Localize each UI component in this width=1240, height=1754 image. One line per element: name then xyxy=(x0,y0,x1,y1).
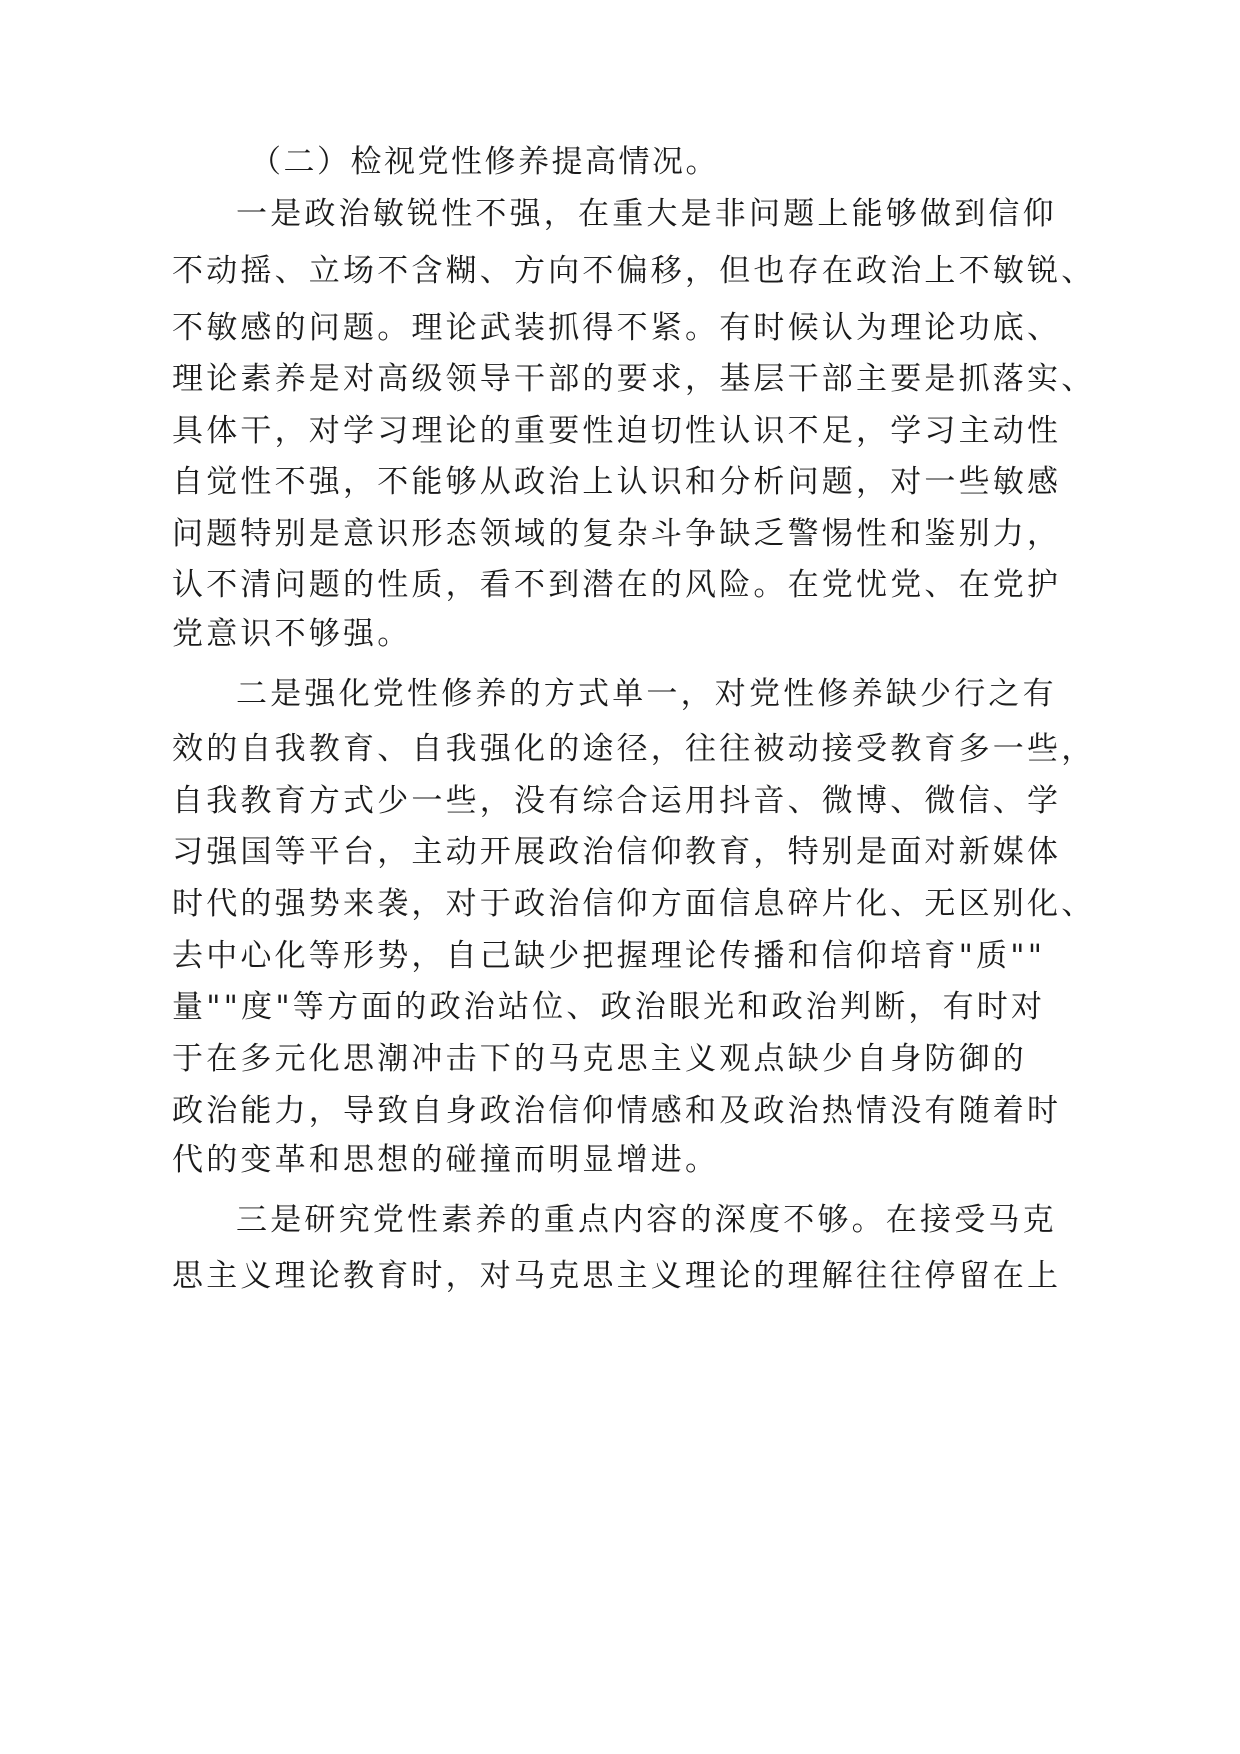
paragraph-2-line-5: 时代的强势来袭，对于政治信仰方面信息碎片化、无区别化、 xyxy=(172,886,1096,922)
paragraph-1-line-2: 不动摇、立场不含糊、方向不偏移，但也存在政治上不敏锐、 xyxy=(172,253,1096,289)
paragraph-1-line-7: 问题特别是意识形态领域的复杂斗争缺乏警惕性和鉴别力， xyxy=(172,516,1062,552)
paragraph-1-line-6: 自觉性不强，不能够从政治上认识和分析问题，对一些敏感 xyxy=(172,464,1062,500)
paragraph-3-line-2: 思主义理论教育时，对马克思主义理论的理解往往停留在上 xyxy=(172,1258,1062,1294)
paragraph-3-line-1: 三是研究党性素养的重点内容的深度不够。在接受马克 xyxy=(236,1202,1057,1238)
paragraph-1-line-4: 理论素养是对高级领导干部的要求，基层干部主要是抓落实、 xyxy=(172,361,1096,397)
paragraph-2-line-4: 习强国等平台，主动开展政治信仰教育，特别是面对新媒体 xyxy=(172,834,1062,870)
paragraph-2-line-7: 量""度"等方面的政治站位、政治眼光和政治判断，有时对 xyxy=(172,989,1046,1025)
paragraph-2-line-10: 代的变革和思想的碰撞而明显增进。 xyxy=(172,1142,720,1178)
paragraph-2-line-3: 自我教育方式少一些，没有综合运用抖音、微博、微信、学 xyxy=(172,783,1062,819)
paragraph-2-line-2: 效的自我教育、自我强化的途径，往往被动接受教育多一些， xyxy=(172,731,1096,767)
section-heading: （二）检视党性修养提高情况。 xyxy=(250,144,719,180)
paragraph-2-line-1: 二是强化党性修养的方式单一，对党性修养缺少行之有 xyxy=(236,676,1057,712)
paragraph-2-line-8: 于在多元化思潮冲击下的马克思主义观点缺少自身防御的 xyxy=(172,1041,1027,1077)
paragraph-1-line-1: 一是政治敏锐性不强，在重大是非问题上能够做到信仰 xyxy=(236,196,1057,232)
paragraph-2-line-6: 去中心化等形势，自己缺少把握理论传播和信仰培育"质"" xyxy=(172,938,1046,974)
paragraph-2-line-9: 政治能力，导致自身政治信仰情感和及政治热情没有随着时 xyxy=(172,1093,1062,1129)
paragraph-1-line-9: 党意识不够强。 xyxy=(172,616,412,652)
paragraph-1-line-8: 认不清问题的性质，看不到潜在的风险。在党忧党、在党护 xyxy=(172,567,1062,603)
paragraph-1-line-5: 具体干，对学习理论的重要性迫切性认识不足，学习主动性 xyxy=(172,413,1062,449)
paragraph-1-line-3: 不敏感的问题。理论武装抓得不紧。有时候认为理论功底、 xyxy=(172,310,1062,346)
